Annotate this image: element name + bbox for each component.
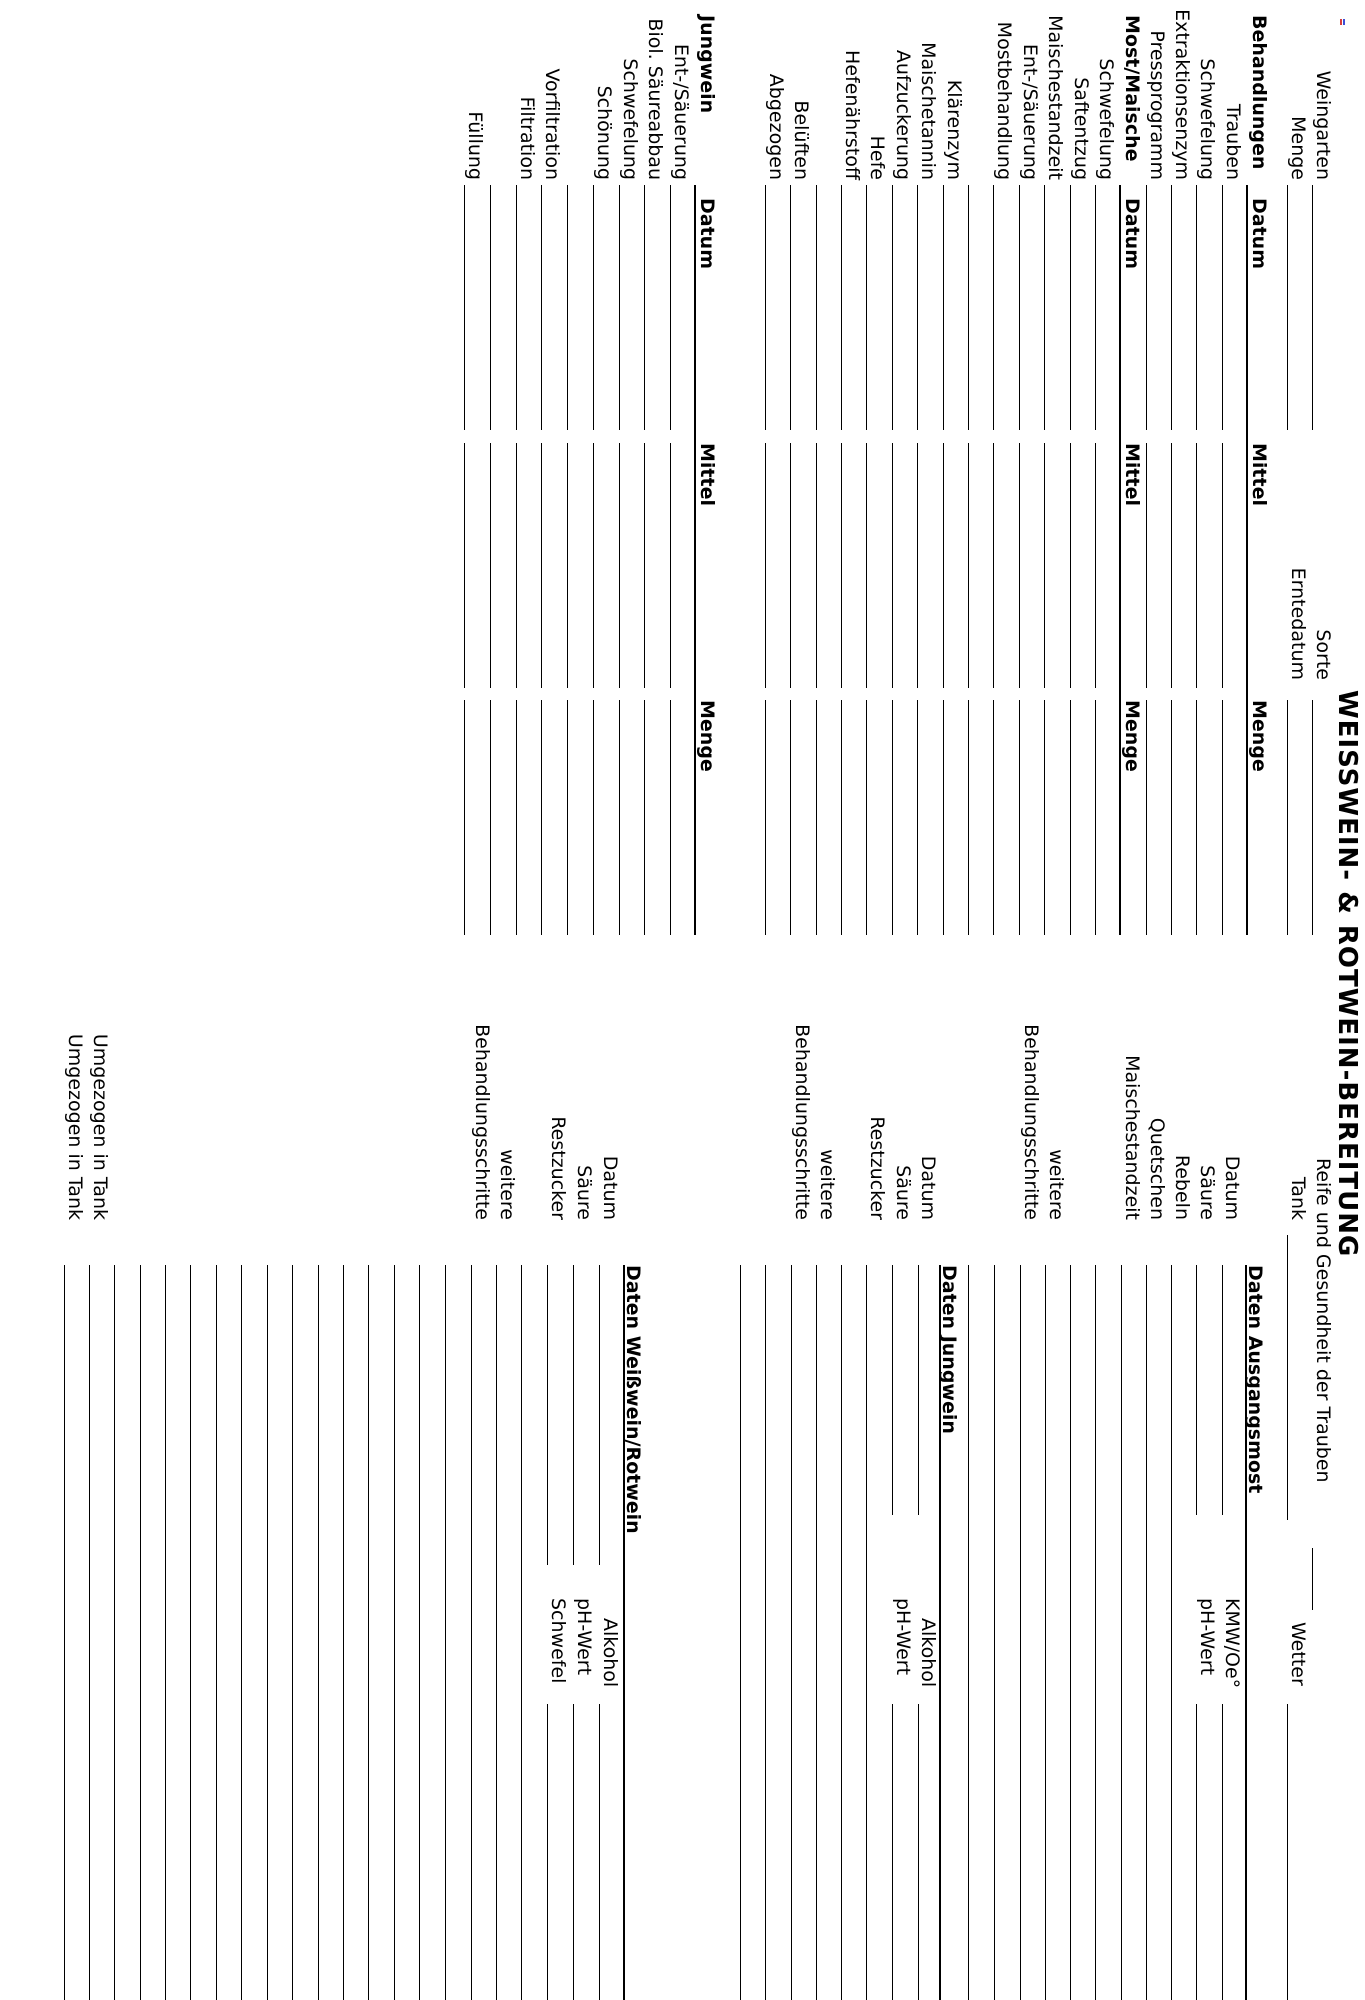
weisswein-blank-field[interactable] [419,1265,420,2000]
weisswein-ph-label: pH-Wert [573,1598,595,1676]
jungwein-restzucker-label: Restzucker [866,1116,888,1220]
mittel-field[interactable] [670,443,671,688]
most-col-mittel: Mittel [1121,443,1143,506]
mittel-field[interactable] [993,443,994,688]
mittel-field[interactable] [619,443,620,688]
reife-field[interactable] [1312,1548,1313,1610]
weisswein-alkohol-label: Alkohol [599,1618,621,1688]
weisswein-weitere-field[interactable] [496,1265,497,2000]
mittel-field[interactable] [968,443,969,688]
menge-field[interactable] [490,700,491,935]
flag-mark-icon [1338,19,1345,25]
datum-field[interactable] [917,185,918,430]
wetter-label: Wetter [1287,1622,1309,1686]
datum-field[interactable] [993,185,994,430]
jungwein-blank-field[interactable] [765,1265,766,2000]
ausgangsmost-weitere-label: weitere [1045,1149,1067,1220]
datum-field[interactable] [816,185,817,430]
sorte-label: Sorte [1312,629,1334,680]
jungwein-ph-label: pH-Wert [892,1598,914,1676]
menge-field[interactable] [892,700,893,935]
mittel-field[interactable] [1095,443,1096,688]
maischestandzeit-label: Maischestandzeit [1121,1055,1143,1220]
datum-field[interactable] [567,185,568,430]
jungwein-behandlungsschritte-label: Behandlungsschritte [791,1024,813,1220]
row-label: Ent-/Säuerung [1018,43,1041,180]
menge-field[interactable] [917,700,918,935]
weisswein-blank-field[interactable] [394,1265,395,2000]
weisswein-saeure-label: Säure [573,1165,595,1220]
menge-field[interactable] [1287,185,1288,430]
row-label: Schwefelung [1095,58,1117,180]
weisswein-blank-field[interactable] [216,1265,217,2000]
mittel-field[interactable] [542,443,543,688]
weisswein-alkohol-field[interactable] [599,1704,600,2000]
datum-field[interactable] [1222,185,1223,430]
row-label: Aufzuckerung [891,49,914,180]
weisswein-blank-field[interactable] [165,1265,166,2000]
row-label: Trauben [1222,103,1244,180]
rebeln-label: Rebeln [1171,1154,1193,1220]
datum-field[interactable] [968,185,969,430]
mittel-field[interactable] [1019,443,1020,688]
jungwein-blank-field[interactable] [740,1265,741,2000]
most-header-rule [1119,185,1121,935]
section-behandlungen-title: Behandlungen [1248,15,1270,170]
ausgangsmost-blank-field[interactable] [1095,1265,1096,2000]
datum-field[interactable] [892,185,893,430]
menge-field[interactable] [516,700,517,935]
mittel-field[interactable] [917,443,918,688]
row-label: Pressprogramm [1146,30,1168,180]
row-label: Füllung [464,111,487,180]
menge-field[interactable] [619,700,620,935]
jungwein-data-title: Daten Jungwein [938,1265,960,1434]
mittel-field[interactable] [1196,443,1197,688]
weisswein-blank-field[interactable] [241,1265,242,2000]
row-label: Mostbehandlung [993,21,1016,180]
menge-field[interactable] [1019,700,1020,935]
mittel-field[interactable] [516,443,517,688]
weisswein-blank-field[interactable] [114,1265,115,2000]
weisswein-blank-field[interactable] [521,1265,522,2000]
mittel-field[interactable] [567,443,568,688]
menge-field[interactable] [1222,700,1223,935]
menge-field[interactable] [1146,700,1147,935]
mittel-field[interactable] [790,443,791,688]
menge-field[interactable] [993,700,994,935]
mittel-field[interactable] [1146,443,1147,688]
row-label: Maischetannin [917,42,940,180]
jungwein-saeure-label: Säure [892,1165,914,1220]
section-jungwein-title: Jungwein [696,15,718,114]
jungwein-alkohol-label: Alkohol [917,1618,939,1688]
menge-field[interactable] [1070,700,1071,935]
row-label: Filtration [515,96,538,180]
datum-field[interactable] [670,185,671,430]
mittel-field[interactable] [866,443,867,688]
weisswein-behandlungsschritte-label: Behandlungsschritte [471,1024,493,1220]
datum-field[interactable] [542,185,543,430]
datum-field[interactable] [1171,185,1172,430]
weisswein-blank-field[interactable] [318,1265,319,2000]
ausgangsmost-datum-label: Datum [1221,1155,1243,1220]
weisswein-blank-field[interactable] [267,1265,268,2000]
most-col-menge: Menge [1121,700,1143,772]
jungwein-weitere-field[interactable] [816,1265,817,2000]
weisswein-data-rule [623,1265,625,2000]
mittel-field[interactable] [1222,443,1223,688]
behandlungen-col-datum: Datum [1248,198,1270,269]
menge-field[interactable] [670,700,671,935]
ausgangsmost-title: Daten Ausgangsmost [1244,1265,1266,1494]
menge-field[interactable] [1095,700,1096,935]
maischestandzeit-field[interactable] [1121,1265,1122,2000]
row-label: Hefe [866,135,889,180]
weisswein-ph-field[interactable] [573,1704,574,2000]
weisswein-blank-field[interactable] [343,1265,344,2000]
menge-field[interactable] [1196,700,1197,935]
menge-field[interactable] [644,700,645,935]
weisswein-datum-field[interactable] [599,1265,600,1565]
behandlungen-col-menge: Menge [1248,700,1270,772]
row-label: Schwefelung [1196,58,1218,180]
datum-field[interactable] [644,185,645,430]
weisswein-blank-field[interactable] [445,1265,446,2000]
jungwein-alkohol-field[interactable] [918,1704,919,2000]
menge-field[interactable] [567,700,568,935]
umgezogen-label-2: Umgezogen in Tank [64,1033,86,1220]
menge-field[interactable] [542,700,543,935]
weingarten-field[interactable] [1312,185,1313,430]
umgezogen-field-1[interactable] [89,1265,90,2000]
datum-field[interactable] [765,185,766,430]
menge-field[interactable] [464,700,465,935]
page-title: WEISSWEIN- & ROTWEIN-BEREITUNG [1332,690,1362,1258]
jungwein-col-datum: Datum [696,198,718,269]
quetschen-field[interactable] [1146,1265,1147,2000]
jungwein-weitere-label: weitere [816,1149,838,1220]
ausgangsmost-behandlungsschritte-field[interactable] [1020,1265,1021,2000]
weisswein-blank-field[interactable] [368,1265,369,2000]
menge-field[interactable] [790,700,791,935]
ausgangsmost-blank-field[interactable] [1070,1265,1071,2000]
datum-field[interactable] [841,185,842,430]
ausgangsmost-ph-field[interactable] [1196,1704,1197,2000]
menge-field[interactable] [841,700,842,935]
behandlungen-header-rule [1246,185,1248,935]
weisswein-restzucker-label: Restzucker [547,1116,569,1220]
datum-field[interactable] [1070,185,1071,430]
menge-field[interactable] [1044,700,1045,935]
mittel-field[interactable] [841,443,842,688]
rebeln-field[interactable] [1171,1265,1172,2000]
tank-label: Tank [1287,1176,1309,1220]
row-label: Vorfiltration [541,68,564,180]
row-label: Schönung [592,85,615,180]
mittel-field[interactable] [1171,443,1172,688]
weingarten-label: Weingarten [1312,70,1334,180]
weisswein-weitere-label: weitere [496,1149,518,1220]
jungwein-behandlungsschritte-field[interactable] [791,1265,792,2000]
mittel-field[interactable] [464,443,465,688]
row-label: Ent-/Säuerung [670,43,692,180]
menge-field[interactable] [1171,700,1172,935]
umgezogen-field-2[interactable] [64,1265,65,2000]
weisswein-schwefel-label: Schwefel [547,1598,569,1684]
row-label: Abgezogen [764,73,787,180]
ausgangsmost-saeure-field[interactable] [1196,1265,1197,1515]
tank-field[interactable] [1287,1235,1288,1520]
menge-field[interactable] [968,700,969,935]
menge-field[interactable] [866,700,867,935]
umgezogen-label-1: Umgezogen in Tank [89,1033,111,1220]
quetschen-label: Quetschen [1146,1117,1168,1220]
section-most-maische-title: Most/Maische [1121,15,1143,162]
datum-field[interactable] [1044,185,1045,430]
mittel-field[interactable] [1070,443,1071,688]
reife-label: Reife und Gesundheit der Trauben [1312,1158,1334,1483]
ausgangsmost-rule [1245,1265,1247,2000]
row-label: Maischestandzeit [1044,15,1067,180]
erntedatum-field[interactable] [1287,700,1288,935]
weisswein-schwefel-field[interactable] [547,1704,548,2000]
ausgangsmost-blank-field[interactable] [968,1265,969,2000]
ausgangsmost-datum-field[interactable] [1222,1265,1223,1515]
datum-field[interactable] [790,185,791,430]
ausgangsmost-behandlungsschritte-label: Behandlungsschritte [1020,1024,1042,1220]
datum-field[interactable] [866,185,867,430]
mittel-field[interactable] [593,443,594,688]
datum-field[interactable] [1095,185,1096,430]
row-label: Klärenzym [942,79,965,180]
datum-field[interactable] [1196,185,1197,430]
datum-field[interactable] [516,185,517,430]
row-label: Saftentzug [1069,77,1092,180]
datum-field[interactable] [593,185,594,430]
erntedatum-label: Erntedatum [1287,567,1309,680]
jungwein-saeure-field[interactable] [892,1265,893,1515]
weisswein-restzucker-field[interactable] [547,1265,548,1565]
ausgangsmost-blank-field[interactable] [994,1265,995,2000]
jungwein-datum-field[interactable] [918,1265,919,1515]
mittel-field[interactable] [644,443,645,688]
datum-field[interactable] [464,185,465,430]
ausgangsmost-weitere-field[interactable] [1045,1265,1046,2000]
jungwein-col-menge: Menge [696,700,718,772]
row-label: Schwefelung [618,58,641,180]
mittel-field[interactable] [943,443,944,688]
menge-field[interactable] [765,700,766,935]
jungwein-restzucker-field[interactable] [866,1265,867,2000]
row-label: Belüften [790,100,813,180]
menge-field[interactable] [943,700,944,935]
weisswein-behandlungsschritte-field[interactable] [471,1265,472,2000]
datum-field[interactable] [619,185,620,430]
row-label: Hefenährstoff [841,50,863,180]
jungwein-datum-label: Datum [917,1155,939,1220]
menge-label: Menge [1287,116,1309,180]
kmw-field[interactable] [1222,1704,1223,2000]
kmw-label: KMW/Oe° [1221,1598,1243,1689]
jungwein-col-mittel: Mittel [696,443,718,506]
weisswein-blank-field[interactable] [292,1265,293,2000]
jungwein-ph-field[interactable] [892,1704,893,2000]
sorte-field[interactable] [1312,700,1313,935]
mittel-field[interactable] [1044,443,1045,688]
jungwein-blank-field[interactable] [841,1265,842,2000]
most-col-datum: Datum [1121,198,1143,269]
datum-field[interactable] [490,185,491,430]
jungwein-header-rule [694,185,696,935]
behandlungen-col-mittel: Mittel [1248,443,1270,506]
datum-field[interactable] [1146,185,1147,430]
wetter-field[interactable] [1287,1704,1288,2000]
row-label: Biol. Säureabbau [644,18,667,180]
datum-field[interactable] [943,185,944,430]
row-label: Extraktionsenzym [1171,9,1193,180]
mittel-field[interactable] [765,443,766,688]
weisswein-blank-field[interactable] [190,1265,191,2000]
weisswein-data-title: Daten Weißwein/Rotwein [622,1265,644,1534]
mittel-field[interactable] [816,443,817,688]
datum-field[interactable] [1019,185,1020,430]
jungwein-data-rule [939,1265,941,2000]
menge-field[interactable] [593,700,594,935]
ausgangsmost-ph-label: pH-Wert [1196,1598,1218,1676]
mittel-field[interactable] [892,443,893,688]
weisswein-blank-field[interactable] [140,1265,141,2000]
weisswein-datum-label: Datum [599,1155,621,1220]
weisswein-saeure-field[interactable] [573,1265,574,1565]
mittel-field[interactable] [490,443,491,688]
menge-field[interactable] [816,700,817,935]
ausgangsmost-saeure-label: Säure [1196,1165,1218,1220]
